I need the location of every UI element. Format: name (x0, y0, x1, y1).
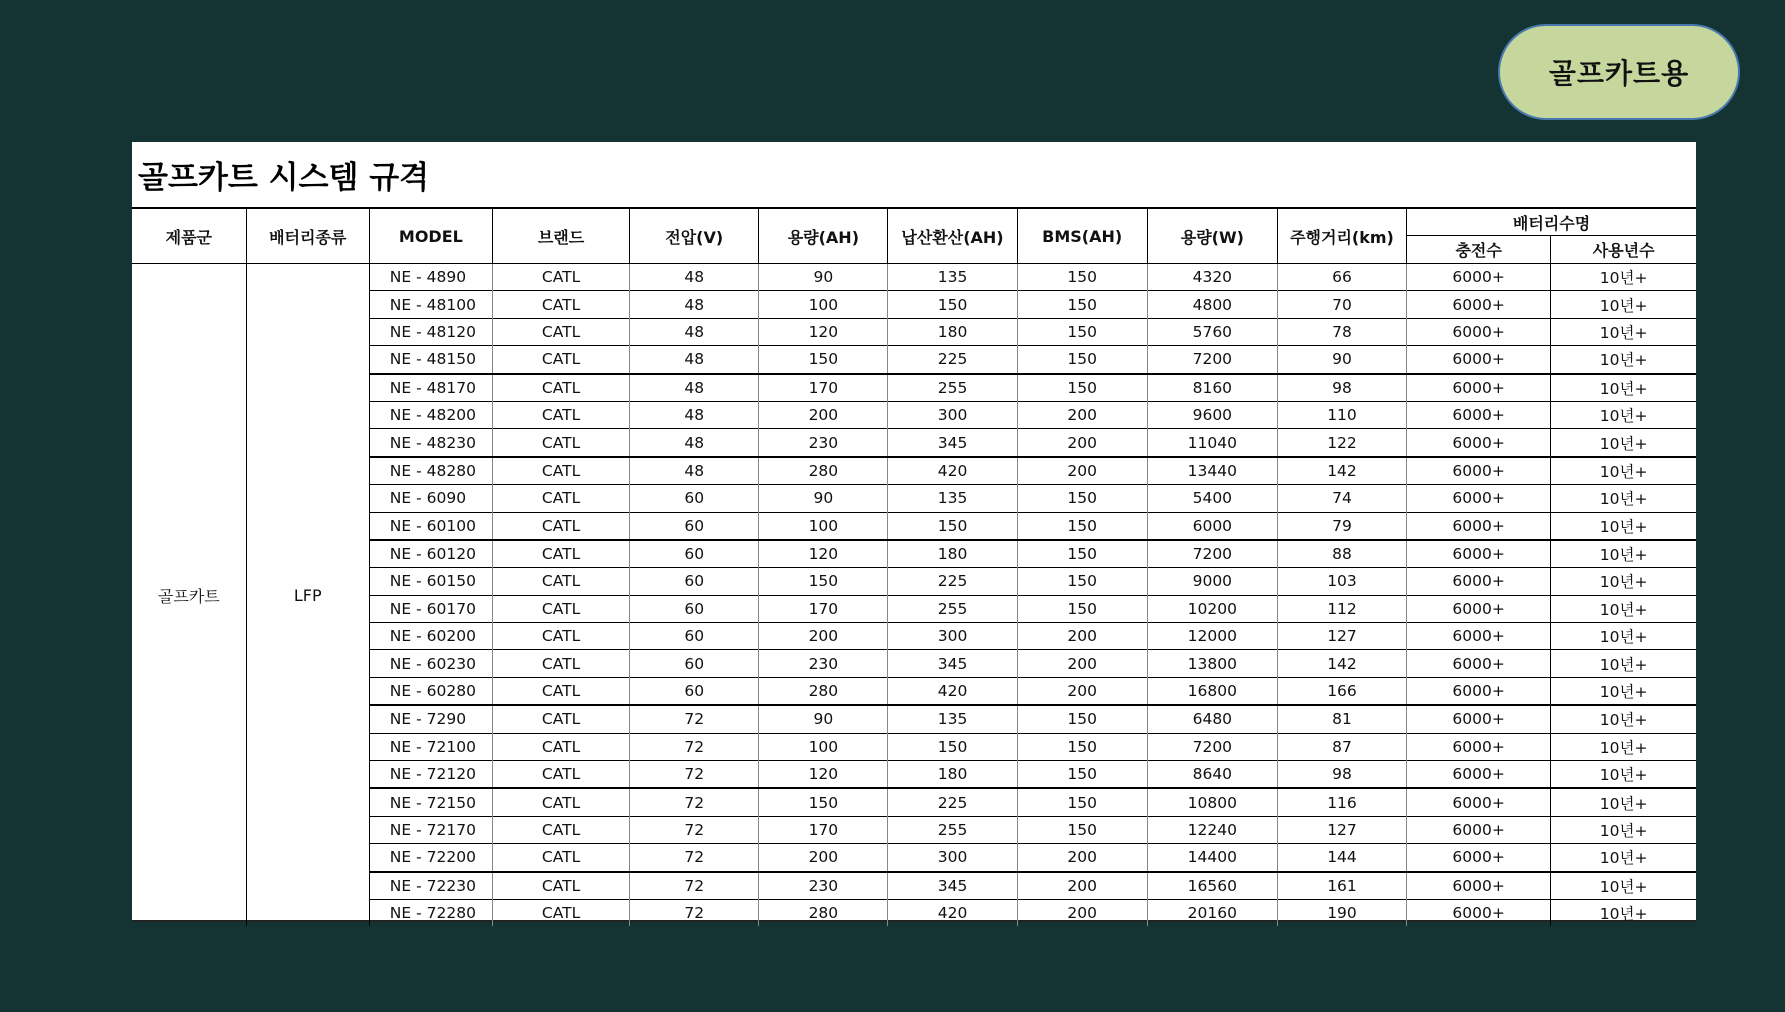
cell-range: 161 (1277, 872, 1406, 900)
cell-capacity-w: 8160 (1147, 374, 1277, 402)
cell-lead-acid-equiv: 180 (888, 540, 1017, 568)
cell-capacity-w: 13800 (1147, 650, 1277, 677)
cell-brand: CATL (492, 346, 629, 374)
cell-brand: CATL (492, 264, 629, 291)
cell-capacity-w: 7200 (1147, 540, 1277, 568)
cell-lead-acid-equiv: 135 (888, 264, 1017, 291)
cell-years: 10년+ (1551, 733, 1696, 760)
cell-capacity-ah: 230 (759, 650, 888, 677)
cell-capacity-w: 7200 (1147, 733, 1277, 760)
cell-cycles: 6000+ (1407, 401, 1551, 428)
cell-cycles: 6000+ (1407, 705, 1551, 733)
cell-brand: CATL (492, 761, 629, 789)
cell-model: NE - 72280 (369, 899, 492, 926)
cell-years: 10년+ (1551, 844, 1696, 872)
cell-cycles: 6000+ (1407, 677, 1551, 705)
cell-bms: 200 (1017, 457, 1147, 485)
cell-cycles: 6000+ (1407, 844, 1551, 872)
cell-model: NE - 48150 (369, 346, 492, 374)
cell-range: 98 (1277, 761, 1406, 789)
cell-lead-acid-equiv: 225 (888, 788, 1017, 816)
cell-model: NE - 60200 (369, 623, 492, 650)
cell-model: NE - 72150 (369, 788, 492, 816)
cell-lead-acid-equiv: 420 (888, 457, 1017, 485)
cell-voltage: 72 (630, 788, 759, 816)
cell-voltage: 60 (630, 677, 759, 705)
cell-cycles: 6000+ (1407, 374, 1551, 402)
cell-range: 87 (1277, 733, 1406, 760)
cell-brand: CATL (492, 844, 629, 872)
cell-voltage: 48 (630, 374, 759, 402)
cell-capacity-w: 13440 (1147, 457, 1277, 485)
cell-capacity-ah: 120 (759, 761, 888, 789)
cell-lead-acid-equiv: 225 (888, 346, 1017, 374)
spec-table (132, 208, 1696, 926)
golf-cart-badge[interactable]: 골프카트용 (1498, 24, 1740, 120)
cell-capacity-ah: 280 (759, 457, 888, 485)
header-battery-type: 배터리종류 (246, 209, 369, 264)
cell-cycles: 6000+ (1407, 429, 1551, 457)
cell-brand: CATL (492, 650, 629, 677)
cell-capacity-w: 11040 (1147, 429, 1277, 457)
cell-brand: CATL (492, 457, 629, 485)
cell-bms: 150 (1017, 318, 1147, 345)
cell-years: 10년+ (1551, 788, 1696, 816)
cell-brand: CATL (492, 705, 629, 733)
cell-range: 122 (1277, 429, 1406, 457)
cell-range: 98 (1277, 374, 1406, 402)
cell-category: 골프카트 (132, 264, 246, 927)
cell-model: NE - 4890 (369, 264, 492, 291)
cell-capacity-w: 9600 (1147, 401, 1277, 428)
cell-capacity-w: 12240 (1147, 816, 1277, 843)
cell-capacity-ah: 170 (759, 595, 888, 622)
cell-cycles: 6000+ (1407, 816, 1551, 843)
cell-battery-type: LFP (246, 264, 369, 927)
cell-lead-acid-equiv: 135 (888, 705, 1017, 733)
cell-capacity-ah: 100 (759, 512, 888, 540)
cell-years: 10년+ (1551, 485, 1696, 512)
cell-range: 78 (1277, 318, 1406, 345)
cell-bms: 200 (1017, 623, 1147, 650)
cell-cycles: 6000+ (1407, 264, 1551, 291)
cell-brand: CATL (492, 677, 629, 705)
cell-lead-acid-equiv: 180 (888, 318, 1017, 345)
cell-brand: CATL (492, 512, 629, 540)
cell-capacity-ah: 90 (759, 705, 888, 733)
cell-voltage: 60 (630, 485, 759, 512)
cell-capacity-w: 5400 (1147, 485, 1277, 512)
cell-capacity-ah: 230 (759, 429, 888, 457)
cell-capacity-w: 6480 (1147, 705, 1277, 733)
cell-years: 10년+ (1551, 457, 1696, 485)
cell-voltage: 48 (630, 318, 759, 345)
header-brand: 브랜드 (492, 209, 629, 264)
cell-model: NE - 72170 (369, 816, 492, 843)
cell-capacity-ah: 280 (759, 677, 888, 705)
cell-voltage: 48 (630, 401, 759, 428)
cell-bms: 150 (1017, 705, 1147, 733)
cell-model: NE - 7290 (369, 705, 492, 733)
cell-years: 10년+ (1551, 374, 1696, 402)
cell-capacity-w: 16800 (1147, 677, 1277, 705)
cell-lead-acid-equiv: 255 (888, 816, 1017, 843)
cell-years: 10년+ (1551, 816, 1696, 843)
cell-range: 144 (1277, 844, 1406, 872)
cell-years: 10년+ (1551, 318, 1696, 345)
cell-range: 190 (1277, 899, 1406, 926)
cell-capacity-ah: 200 (759, 844, 888, 872)
header-capacity-ah: 용량(AH) (759, 209, 888, 264)
cell-lead-acid-equiv: 150 (888, 291, 1017, 318)
cell-years: 10년+ (1551, 346, 1696, 374)
cell-bms: 200 (1017, 899, 1147, 926)
cell-voltage: 72 (630, 872, 759, 900)
header-range: 주행거리(km) (1277, 209, 1406, 264)
cell-cycles: 6000+ (1407, 623, 1551, 650)
cell-bms: 200 (1017, 429, 1147, 457)
cell-years: 10년+ (1551, 540, 1696, 568)
cell-capacity-w: 16560 (1147, 872, 1277, 900)
cell-years: 10년+ (1551, 401, 1696, 428)
cell-range: 81 (1277, 705, 1406, 733)
cell-cycles: 6000+ (1407, 318, 1551, 345)
cell-brand: CATL (492, 291, 629, 318)
cell-bms: 150 (1017, 374, 1147, 402)
cell-cycles: 6000+ (1407, 761, 1551, 789)
cell-lead-acid-equiv: 150 (888, 512, 1017, 540)
cell-brand: CATL (492, 540, 629, 568)
cell-voltage: 72 (630, 844, 759, 872)
cell-bms: 150 (1017, 346, 1147, 374)
cell-model: NE - 48100 (369, 291, 492, 318)
cell-capacity-ah: 150 (759, 788, 888, 816)
header-row (132, 209, 1696, 236)
cell-capacity-ah: 100 (759, 291, 888, 318)
cell-model: NE - 72230 (369, 872, 492, 900)
cell-brand: CATL (492, 485, 629, 512)
cell-model: NE - 60150 (369, 568, 492, 595)
cell-cycles: 6000+ (1407, 568, 1551, 595)
cell-range: 74 (1277, 485, 1406, 512)
cell-range: 142 (1277, 457, 1406, 485)
cell-lead-acid-equiv: 300 (888, 623, 1017, 650)
cell-bms: 150 (1017, 512, 1147, 540)
cell-voltage: 72 (630, 816, 759, 843)
cell-voltage: 60 (630, 540, 759, 568)
cell-brand: CATL (492, 374, 629, 402)
cell-capacity-w: 10200 (1147, 595, 1277, 622)
cell-voltage: 60 (630, 650, 759, 677)
cell-range: 103 (1277, 568, 1406, 595)
cell-model: NE - 48230 (369, 429, 492, 457)
cell-cycles: 6000+ (1407, 512, 1551, 540)
cell-capacity-w: 14400 (1147, 844, 1277, 872)
header-voltage: 전압(V) (630, 209, 759, 264)
cell-range: 166 (1277, 677, 1406, 705)
cell-bms: 150 (1017, 733, 1147, 760)
cell-cycles: 6000+ (1407, 457, 1551, 485)
cell-lead-acid-equiv: 300 (888, 844, 1017, 872)
cell-model: NE - 6090 (369, 485, 492, 512)
cell-capacity-ah: 150 (759, 346, 888, 374)
cell-voltage: 72 (630, 899, 759, 926)
cell-model: NE - 48120 (369, 318, 492, 345)
cell-capacity-w: 20160 (1147, 899, 1277, 926)
cell-brand: CATL (492, 899, 629, 926)
cell-range: 127 (1277, 816, 1406, 843)
cell-bms: 200 (1017, 650, 1147, 677)
header-lead-acid-equiv: 납산환산(AH) (888, 209, 1017, 264)
header-cycles: 충전수 (1407, 236, 1551, 264)
cell-capacity-ah: 230 (759, 872, 888, 900)
cell-bms: 150 (1017, 788, 1147, 816)
cell-lead-acid-equiv: 225 (888, 568, 1017, 595)
header-lifespan-group: 배터리수명 (1407, 209, 1696, 236)
cell-bms: 150 (1017, 761, 1147, 789)
cell-voltage: 60 (630, 512, 759, 540)
cell-range: 79 (1277, 512, 1406, 540)
cell-model: NE - 72100 (369, 733, 492, 760)
cell-lead-acid-equiv: 180 (888, 761, 1017, 789)
cell-capacity-ah: 170 (759, 816, 888, 843)
cell-capacity-ah: 120 (759, 318, 888, 345)
cell-cycles: 6000+ (1407, 899, 1551, 926)
cell-capacity-ah: 200 (759, 623, 888, 650)
cell-range: 142 (1277, 650, 1406, 677)
cell-capacity-w: 10800 (1147, 788, 1277, 816)
cell-capacity-ah: 90 (759, 485, 888, 512)
cell-range: 88 (1277, 540, 1406, 568)
cell-lead-acid-equiv: 150 (888, 733, 1017, 760)
cell-capacity-ah: 200 (759, 401, 888, 428)
cell-range: 112 (1277, 595, 1406, 622)
spec-sheet (132, 142, 1696, 922)
cell-voltage: 72 (630, 733, 759, 760)
cell-capacity-ah: 280 (759, 899, 888, 926)
header-capacity-w: 용량(W) (1147, 209, 1277, 264)
cell-model: NE - 60100 (369, 512, 492, 540)
cell-years: 10년+ (1551, 595, 1696, 622)
cell-capacity-w: 5760 (1147, 318, 1277, 345)
cell-lead-acid-equiv: 255 (888, 595, 1017, 622)
cell-cycles: 6000+ (1407, 291, 1551, 318)
cell-capacity-ah: 100 (759, 733, 888, 760)
cell-model: NE - 60280 (369, 677, 492, 705)
cell-bms: 150 (1017, 291, 1147, 318)
cell-lead-acid-equiv: 345 (888, 872, 1017, 900)
cell-years: 10년+ (1551, 512, 1696, 540)
cell-model: NE - 72120 (369, 761, 492, 789)
cell-brand: CATL (492, 595, 629, 622)
cell-cycles: 6000+ (1407, 733, 1551, 760)
cell-capacity-w: 4800 (1147, 291, 1277, 318)
cell-range: 116 (1277, 788, 1406, 816)
cell-bms: 150 (1017, 816, 1147, 843)
cell-lead-acid-equiv: 420 (888, 677, 1017, 705)
table-row (132, 264, 1696, 291)
cell-range: 90 (1277, 346, 1406, 374)
spec-table-body (132, 264, 1696, 927)
cell-model: NE - 48200 (369, 401, 492, 428)
cell-capacity-ah: 90 (759, 264, 888, 291)
cell-brand: CATL (492, 816, 629, 843)
cell-voltage: 60 (630, 623, 759, 650)
cell-cycles: 6000+ (1407, 595, 1551, 622)
cell-years: 10년+ (1551, 705, 1696, 733)
cell-capacity-w: 4320 (1147, 264, 1277, 291)
cell-years: 10년+ (1551, 264, 1696, 291)
cell-brand: CATL (492, 872, 629, 900)
cell-capacity-w: 9000 (1147, 568, 1277, 595)
cell-lead-acid-equiv: 135 (888, 485, 1017, 512)
cell-voltage: 48 (630, 264, 759, 291)
cell-range: 110 (1277, 401, 1406, 428)
cell-cycles: 6000+ (1407, 346, 1551, 374)
cell-range: 127 (1277, 623, 1406, 650)
cell-model: NE - 60230 (369, 650, 492, 677)
cell-cycles: 6000+ (1407, 485, 1551, 512)
cell-cycles: 6000+ (1407, 650, 1551, 677)
cell-years: 10년+ (1551, 677, 1696, 705)
cell-capacity-w: 6000 (1147, 512, 1277, 540)
cell-capacity-w: 8640 (1147, 761, 1277, 789)
cell-range: 70 (1277, 291, 1406, 318)
cell-lead-acid-equiv: 345 (888, 429, 1017, 457)
cell-voltage: 60 (630, 568, 759, 595)
cell-brand: CATL (492, 401, 629, 428)
cell-bms: 150 (1017, 595, 1147, 622)
header-category: 제품군 (132, 209, 246, 264)
cell-brand: CATL (492, 429, 629, 457)
cell-brand: CATL (492, 318, 629, 345)
header-model: MODEL (369, 209, 492, 264)
cell-brand: CATL (492, 733, 629, 760)
cell-bms: 200 (1017, 677, 1147, 705)
cell-brand: CATL (492, 788, 629, 816)
cell-lead-acid-equiv: 255 (888, 374, 1017, 402)
cell-voltage: 72 (630, 761, 759, 789)
cell-capacity-w: 12000 (1147, 623, 1277, 650)
cell-model: NE - 48280 (369, 457, 492, 485)
cell-cycles: 6000+ (1407, 872, 1551, 900)
cell-bms: 200 (1017, 844, 1147, 872)
cell-bms: 200 (1017, 872, 1147, 900)
cell-capacity-w: 7200 (1147, 346, 1277, 374)
cell-years: 10년+ (1551, 429, 1696, 457)
cell-years: 10년+ (1551, 899, 1696, 926)
cell-capacity-ah: 120 (759, 540, 888, 568)
cell-model: NE - 72200 (369, 844, 492, 872)
cell-voltage: 72 (630, 705, 759, 733)
cell-capacity-ah: 150 (759, 568, 888, 595)
cell-voltage: 48 (630, 429, 759, 457)
cell-lead-acid-equiv: 300 (888, 401, 1017, 428)
cell-model: NE - 60170 (369, 595, 492, 622)
cell-years: 10년+ (1551, 761, 1696, 789)
cell-brand: CATL (492, 623, 629, 650)
cell-voltage: 48 (630, 346, 759, 374)
cell-years: 10년+ (1551, 872, 1696, 900)
cell-range: 66 (1277, 264, 1406, 291)
cell-bms: 150 (1017, 540, 1147, 568)
header-years: 사용년수 (1551, 236, 1696, 264)
cell-voltage: 48 (630, 291, 759, 318)
cell-brand: CATL (492, 568, 629, 595)
cell-lead-acid-equiv: 345 (888, 650, 1017, 677)
cell-capacity-ah: 170 (759, 374, 888, 402)
cell-voltage: 48 (630, 457, 759, 485)
cell-bms: 150 (1017, 485, 1147, 512)
cell-cycles: 6000+ (1407, 540, 1551, 568)
header-bms: BMS(AH) (1017, 209, 1147, 264)
cell-model: NE - 48170 (369, 374, 492, 402)
cell-lead-acid-equiv: 420 (888, 899, 1017, 926)
cell-voltage: 60 (630, 595, 759, 622)
cell-years: 10년+ (1551, 650, 1696, 677)
cell-years: 10년+ (1551, 568, 1696, 595)
cell-years: 10년+ (1551, 291, 1696, 318)
cell-bms: 200 (1017, 401, 1147, 428)
cell-years: 10년+ (1551, 623, 1696, 650)
sheet-title: 골프카트 시스템 규격 (132, 142, 1696, 208)
cell-cycles: 6000+ (1407, 788, 1551, 816)
cell-model: NE - 60120 (369, 540, 492, 568)
cell-bms: 150 (1017, 264, 1147, 291)
cell-bms: 150 (1017, 568, 1147, 595)
